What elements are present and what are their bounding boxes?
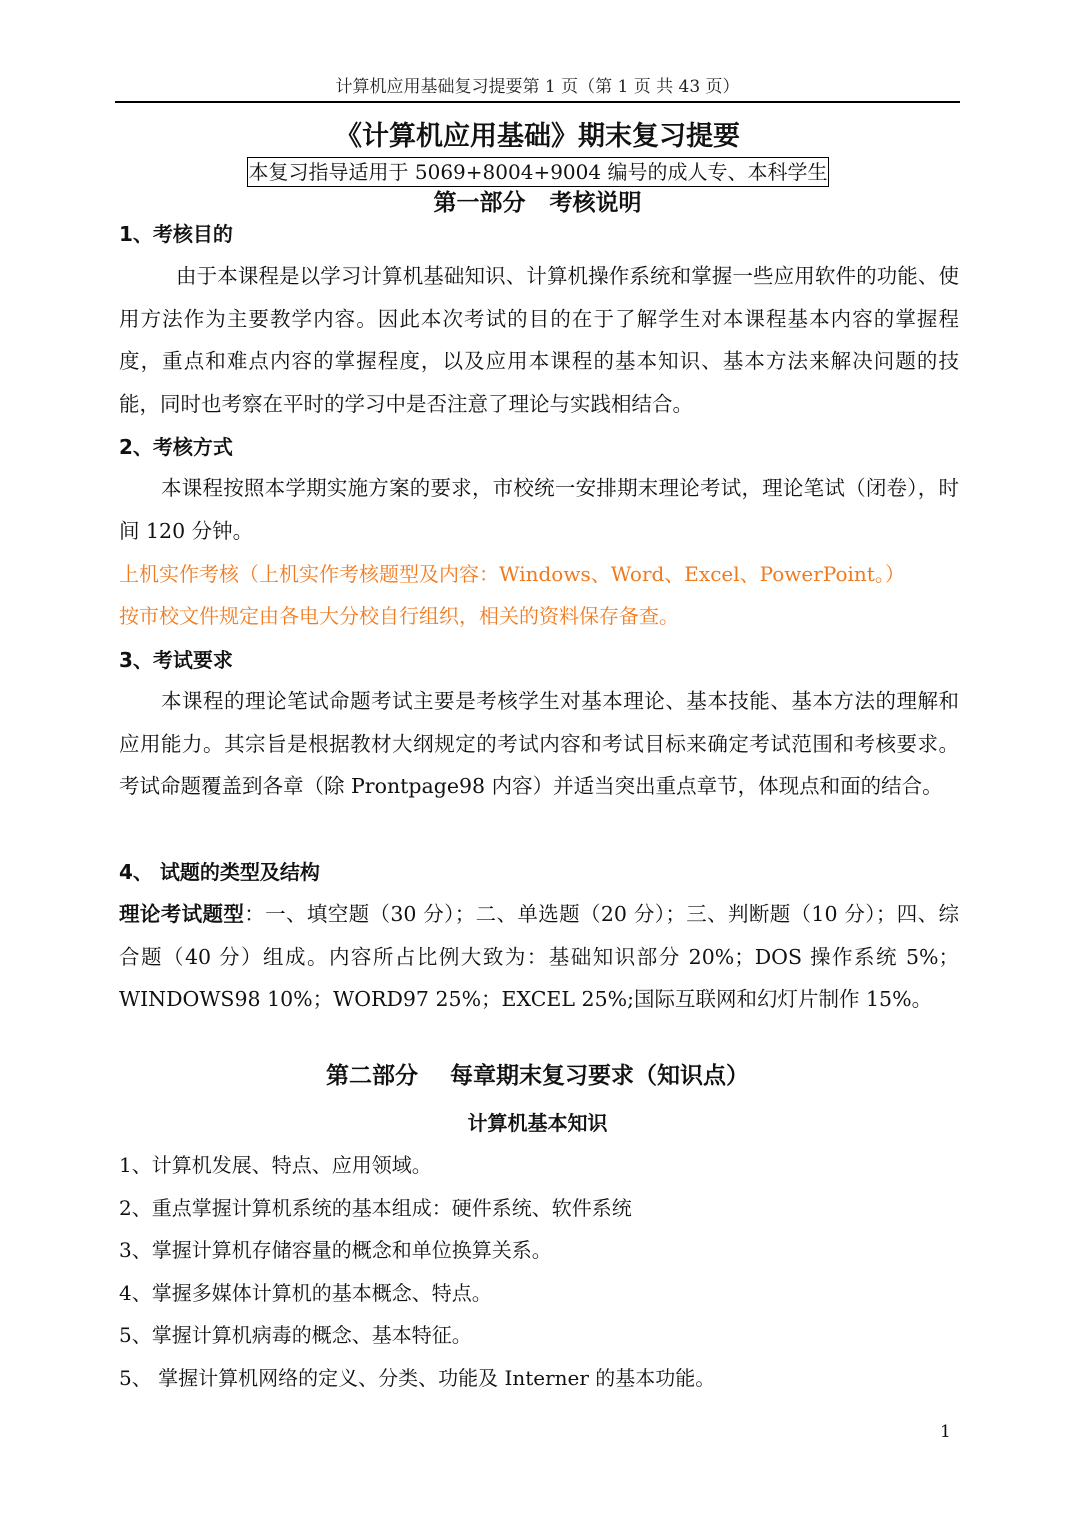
list-item: 4、掌握多媒体计算机的基本概念、特点。: [119, 1281, 492, 1305]
page-header: 计算机应用基础复习提要第 1 页（第 1 页 共 43 页）: [115, 74, 960, 103]
section-heading-purpose: 1、考核目的: [119, 222, 233, 246]
chapter-title: 计算机基本知识: [467, 1111, 608, 1135]
section-text-question-types: [119, 893, 959, 1021]
list-item: 3、掌握计算机存储容量的概念和单位换算关系。: [119, 1238, 552, 1262]
list-item: 1、计算机发展、特点、应用领域。: [119, 1153, 432, 1177]
scope-note-box: 本复习指导适用于 5069+8004+9004 编号的成人专、本科学生: [247, 157, 829, 187]
document-title: 《计算机应用基础》期末复习提要: [335, 121, 740, 152]
section-heading-requirements: 3、考试要求: [119, 648, 233, 672]
list-item: 2、重点掌握计算机系统的基本组成：硬件系统、软件系统: [119, 1196, 632, 1220]
practical-exam-detail: （上机实作考核题型及内容：Windows、Word、Excel、PowerPoint。）: [239, 562, 905, 586]
list-item: 5、 掌握计算机网络的定义、分类、功能及 Interner 的基本功能。: [119, 1366, 716, 1390]
page-number: 1: [940, 1422, 951, 1442]
question-types-label: 理论考试题型: [119, 902, 245, 926]
practical-exam-organization: 按市校文件规定由各电大分校自行组织，相关的资料保存备查。: [119, 604, 679, 628]
practical-exam-label: 上机实作考核: [119, 562, 239, 586]
section-text-requirements: 本课程的理论笔试命题考试主要是考核学生对基本理论、基本技能、基本方法的理解和应用能力。其宗旨是根据教材大纲规定的考试内容和考试目标来确定考试范围和考核要求。考试命题覆盖到各章（除 Prontpage98 内容）并适当突出重点章节，体现点和面的结合。: [119, 689, 959, 798]
section-text-purpose: 由于本课程是以学习计算机基础知识、计算机操作系统和掌握一些应用软件的功能、使用方法作为主要教学内容。因此本次考试的目的在于了解学生对本课程基本内容的掌握程度，重点和难点内容的掌握程度，以及应用本课程的基本知识、基本方法来解决问题的技能，同时也考察在平时的学习中是否注意了理论与实践相结合。: [119, 264, 959, 416]
question-types-detail: ：一、填空题（30 分）；二、单选题（20 分）；三、判断题（10 分）；四、综合题（40 分）组成。内容所占比例大致为：基础知识部分 20%；DOS 操作系统 5%；WINDOWS98 10%；WORD97 25%；EXCEL 25%;国际互联网和幻灯片制作 15%。: [119, 902, 960, 1011]
part1-title: 第一部分 考核说明: [433, 190, 642, 216]
section-heading-method: 2、考核方式: [119, 435, 233, 459]
list-item: 5、掌握计算机病毒的概念、基本特征。: [119, 1323, 472, 1347]
practical-exam-note: [119, 559, 905, 589]
part2-title: 第二部分 每章期末复习要求（知识点）: [325, 1063, 750, 1089]
section-heading-question-types: 4、 试题的类型及结构: [119, 860, 320, 884]
section-text-method: 本课程按照本学期实施方案的要求，市校统一安排期末理论考试，理论笔试（闭卷），时间 120 分钟。: [119, 476, 959, 543]
